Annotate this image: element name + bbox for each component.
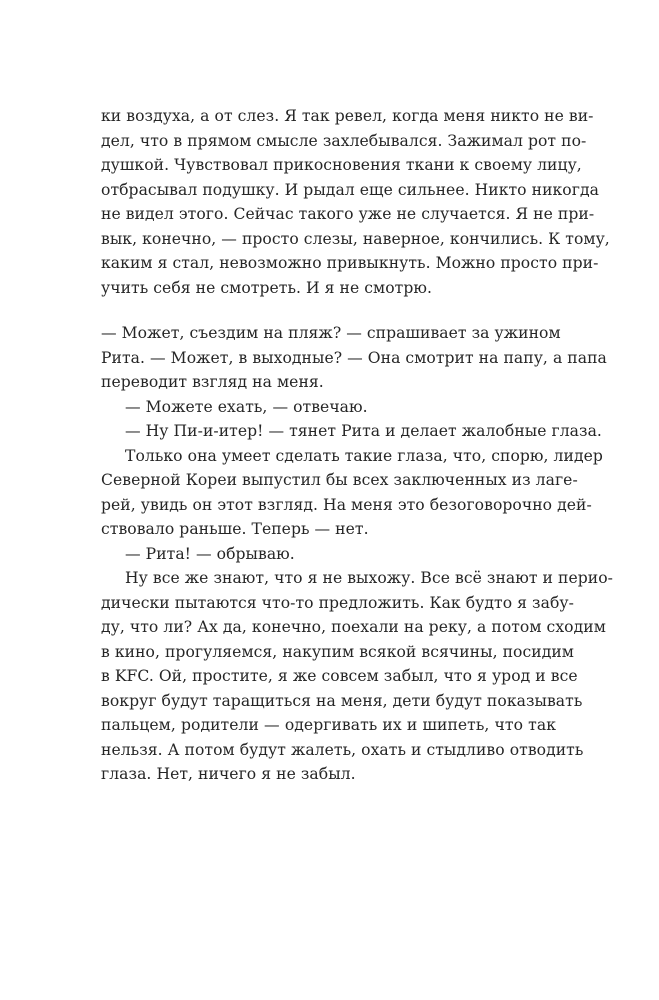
text-line: каким я стал, невозможно привыкнуть. Можно просто при-: [101, 254, 599, 272]
text-line: — Рита! — обрываю.: [125, 544, 295, 563]
text-section-2: [101, 321, 613, 787]
text-line: — Ну Пи-и-итер! — тянет Рита и делает жалобные глаза.: [125, 422, 602, 440]
text-line: отбрасывал подушку. И рыдал еще сильнее. Никто никогда: [101, 180, 599, 199]
text-line: — Можете ехать, — отвечаю.: [125, 397, 368, 416]
text-line: глаза. Нет, ничего я не забыл.: [101, 765, 356, 783]
text-line: вык, конечно, — просто слезы, наверное, кончились. К тому,: [101, 229, 610, 248]
text-line: Ну все же знают, что я не выхожу. Все всё знают и перио-: [125, 569, 613, 587]
text-line: душкой. Чувствовал прикосновения ткани к своему лицу,: [101, 156, 582, 174]
text-line: ки воздуха, а от слез. Я так ревел, когда меня никто не ви-: [101, 107, 594, 125]
text-line: — Может, съездим на пляж? — спрашивает за ужином: [101, 324, 561, 342]
text-line: Рита. — Может, в выходные? — Она смотрит на папу, а папа: [101, 348, 607, 367]
text-line: ду, что ли? Ах да, конечно, поехали на реку, а потом сходим: [101, 618, 606, 636]
text-line: Северной Кореи выпустил бы всех заключенных из лаге-: [101, 471, 578, 489]
text-line: нельзя. А потом будут жалеть, охать и стыдливо отводить: [101, 740, 584, 759]
text-line: дически пытаются что-то предложить. Как будто я забу-: [101, 593, 574, 612]
text-line: в KFC. Ой, простите, я же совсем забыл, что я урод и все: [101, 667, 578, 685]
text-line: в кино, прогуляемся, накупим всякой всячины, посидим: [101, 642, 574, 661]
text-line: вокруг будут таращиться на меня, дети будут показывать: [101, 691, 583, 710]
text-line: не видел этого. Сейчас такого уже не случается. Я не при-: [101, 205, 595, 223]
text-line: учить себя не смотреть. И я не смотрю.: [101, 278, 433, 297]
text-line: рей, увидь он этот взгляд. На меня это безоговорочно дей-: [101, 495, 592, 514]
text-line: дел, что в прямом смысле захлебывался. Зажимал рот по-: [101, 131, 587, 150]
text-line: пальцем, родители — одергивать их и шипеть, что так: [101, 716, 556, 734]
text-line: переводит взгляд на меня.: [101, 373, 324, 391]
text-section-1: [101, 104, 610, 300]
text-line: Только она умеет сделать такие глаза, что, спорю, лидер: [125, 446, 603, 465]
text-line: ствовало раньше. Теперь — нет.: [101, 520, 369, 538]
